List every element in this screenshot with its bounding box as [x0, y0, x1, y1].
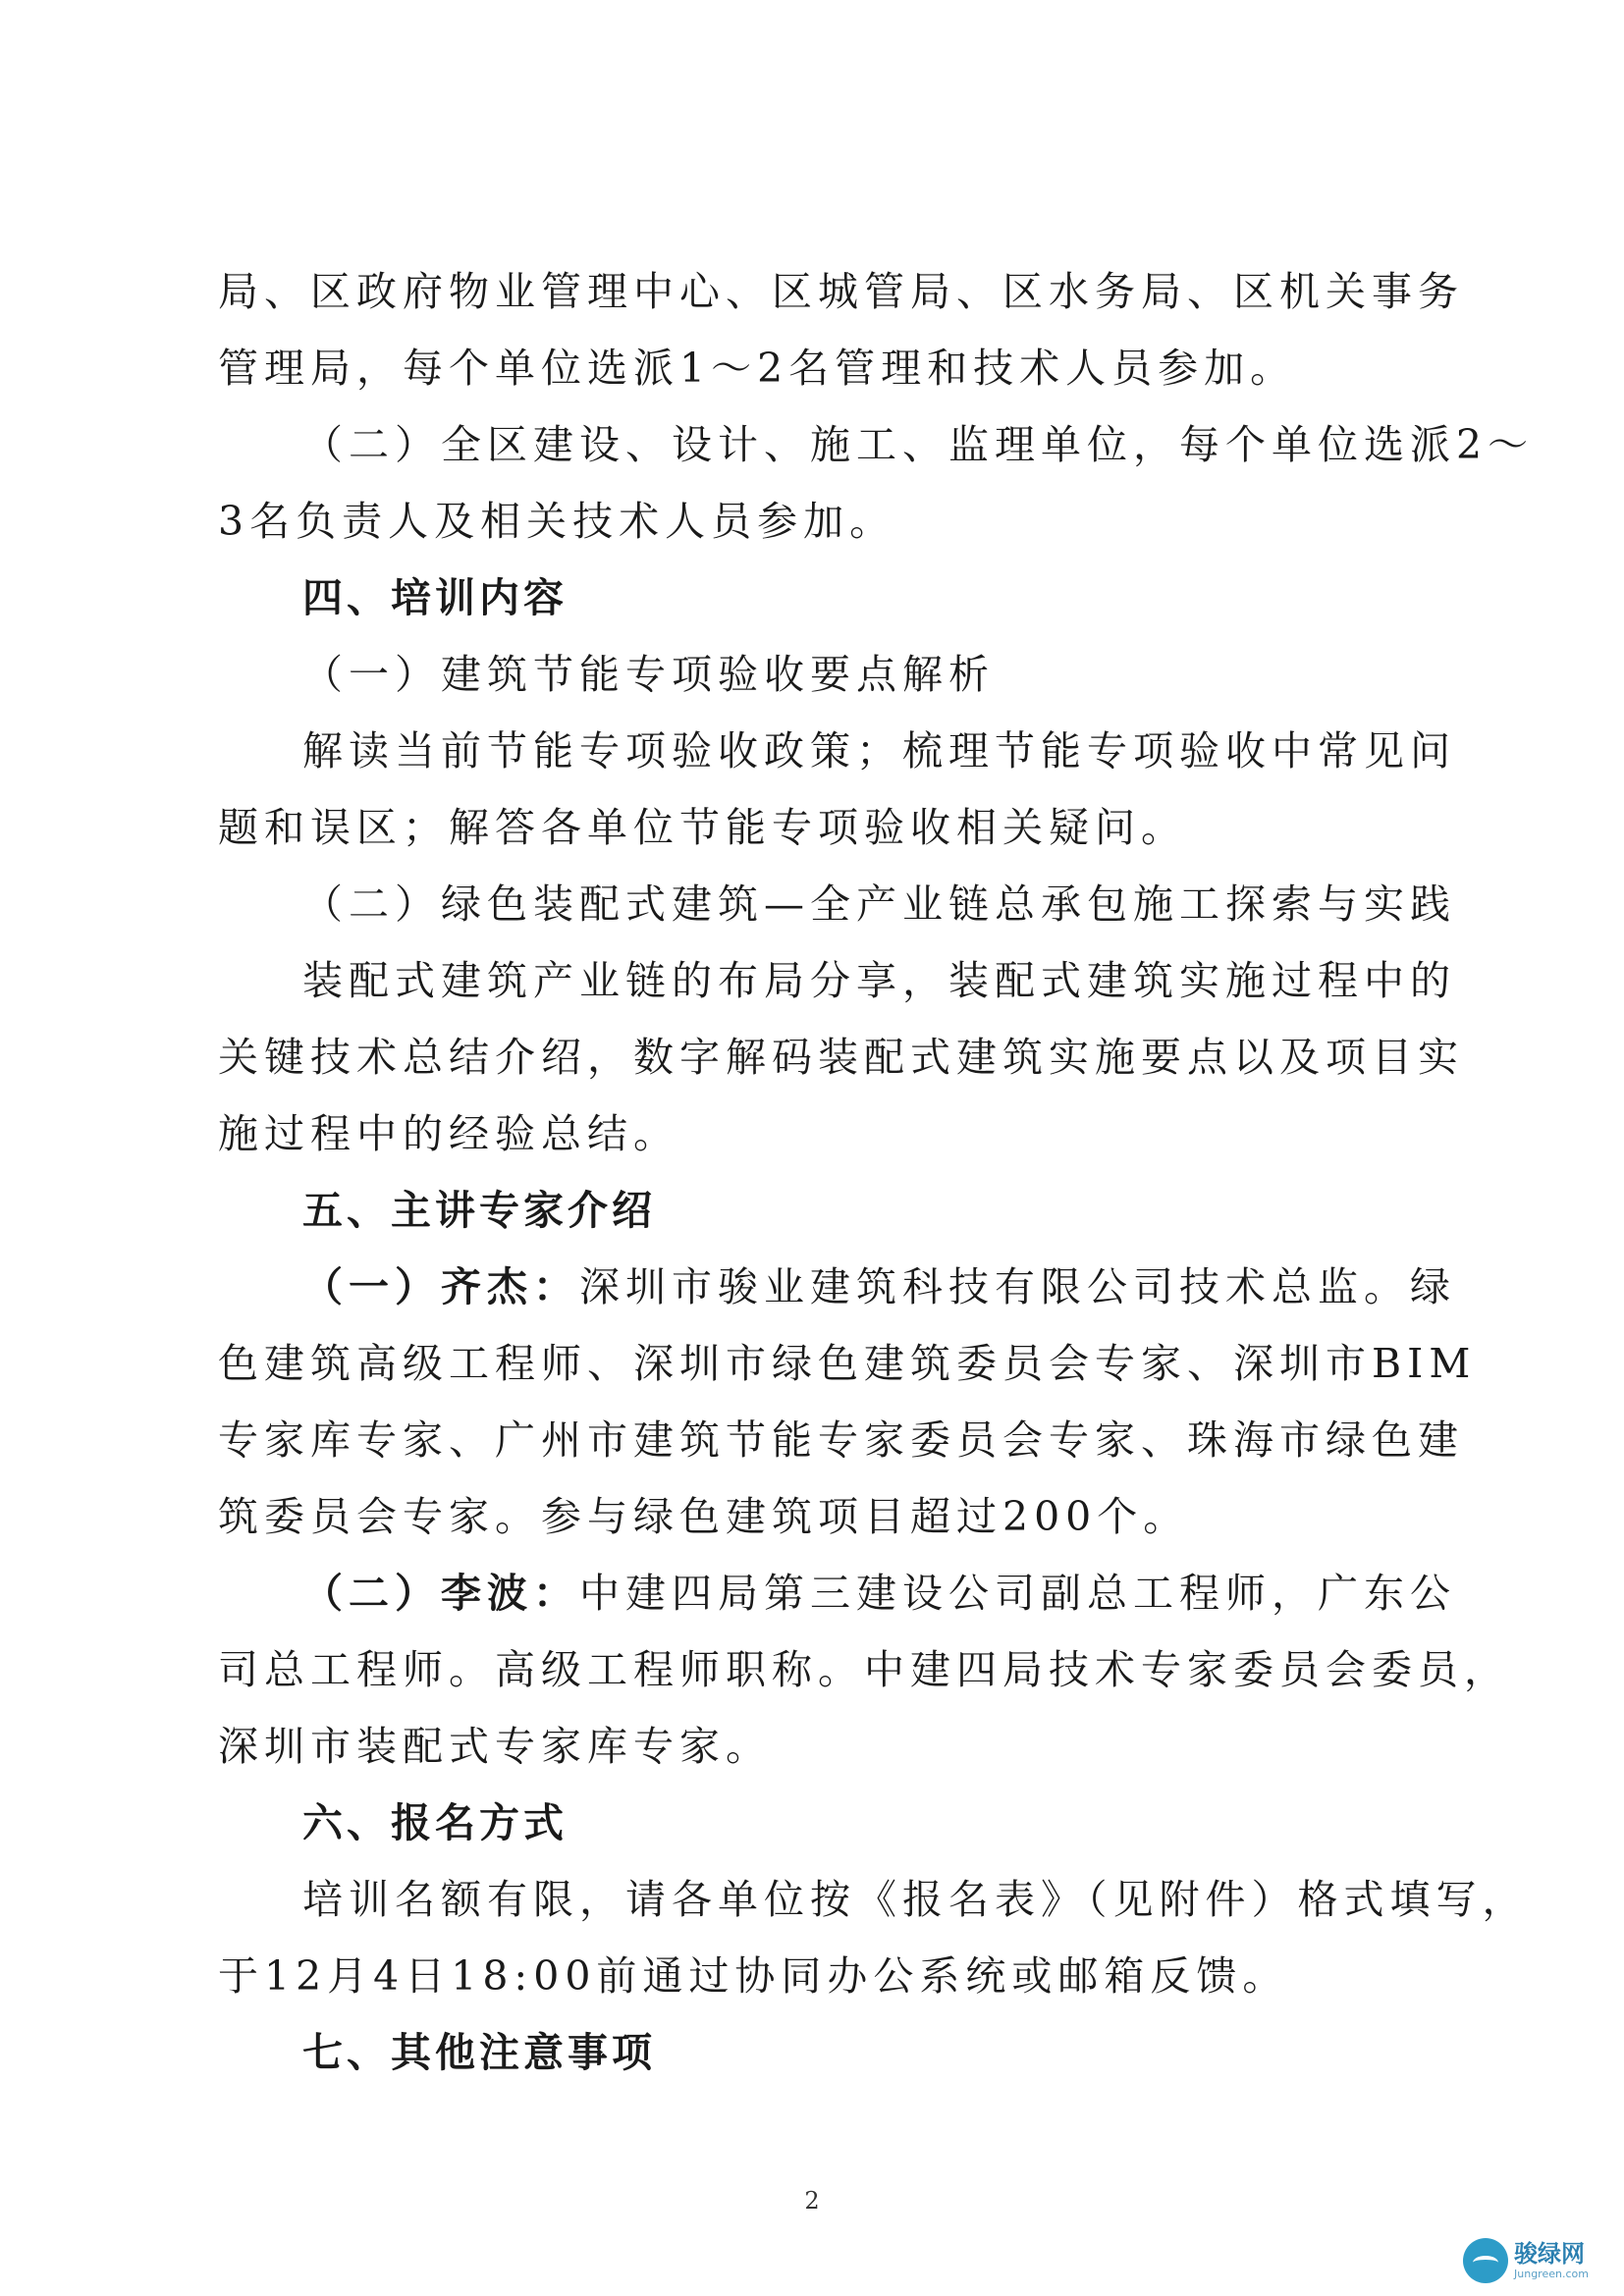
text-content: （二）全区建设、设计、施工、监理单位，每个单位选派2～: [302, 421, 1535, 468]
expert-name: （一）齐杰：: [302, 1263, 579, 1310]
text-line: [218, 1861, 1529, 1938]
text-line: [218, 1019, 1464, 1095]
text-content: 筑委员会专家。参与绿色建筑项目超过200个。: [218, 1493, 1190, 1540]
text-line: [218, 330, 1416, 406]
section-heading: [218, 1172, 1416, 1249]
text-content: （一）建筑节能专项验收要点解析: [302, 651, 995, 698]
section-heading: [218, 1785, 1416, 1861]
text-line: [218, 1325, 1477, 1402]
text-content: （二）绿色装配式建筑—全产业链总承包施工探索与实践: [302, 881, 1456, 928]
text-content: 局、区政府物业管理中心、区城管局、区水务局、区机关事务: [218, 268, 1464, 315]
text-content: 题和误区；解答各单位节能专项验收相关疑问。: [218, 804, 1187, 851]
site-watermark: [1463, 2231, 1610, 2290]
text-line: [218, 942, 1456, 1019]
watermark-title: 骏绿网: [1514, 2240, 1585, 2268]
section-heading: [218, 2014, 1416, 2091]
text-line: [218, 1708, 1416, 1785]
text-line: [218, 866, 1456, 942]
watermark-url: Jungreen.com: [1514, 2268, 1589, 2280]
text-content: 四、培训内容: [302, 574, 568, 621]
jungreen-logo-icon: [1463, 2238, 1508, 2283]
text-content: 管理局，每个单位选派1～2名管理和技术人员参加。: [218, 345, 1297, 392]
text-content: 于12月4日18:00前通过协同办公系统或邮箱反馈。: [218, 1952, 1289, 2000]
text-line: [218, 636, 1416, 713]
text-content: 七、其他注意事项: [302, 2029, 656, 2076]
page-number: 2: [804, 2187, 820, 2215]
text-line: [218, 1938, 1416, 2014]
text-content: 司总工程师。高级工程师职称。中建四局技术专家委员会委员，: [218, 1646, 1510, 1693]
text-line: [218, 1631, 1510, 1708]
text-content: 施过程中的经验总结。: [218, 1110, 679, 1157]
text-line: [218, 713, 1456, 789]
text-content: 培训名额有限，请各单位按《报名表》（见附件）格式填写，: [302, 1876, 1529, 1923]
watermark-text: [1514, 2240, 1589, 2281]
text-content: 色建筑高级工程师、深圳市绿色建筑委员会专家、深圳市BIM: [218, 1340, 1477, 1387]
expert-name: （二）李波：: [302, 1570, 579, 1617]
text-line: [218, 1095, 1416, 1172]
document-body: [218, 253, 1535, 2091]
text-line: [218, 1402, 1464, 1478]
text-content: 解读当前节能专项验收政策；梳理节能专项验收中常见问: [302, 727, 1456, 774]
text-content: 六、报名方式: [302, 1799, 568, 1846]
text-line: [218, 1249, 1456, 1325]
text-line: [218, 483, 1416, 560]
text-content: 中建四局第三建设公司副总工程师，广东公: [579, 1570, 1456, 1617]
text-content: 五、主讲专家介绍: [302, 1187, 656, 1234]
text-content: 深圳市装配式专家库专家。: [218, 1723, 772, 1770]
text-content: 关键技术总结介绍，数字解码装配式建筑实施要点以及项目实: [218, 1034, 1464, 1081]
section-heading: [218, 560, 1416, 636]
text-content: 3名负责人及相关技术人员参加。: [218, 498, 896, 545]
text-content: 深圳市骏业建筑科技有限公司技术总监。绿: [579, 1263, 1456, 1310]
text-content: 装配式建筑产业链的布局分享，装配式建筑实施过程中的: [302, 957, 1456, 1004]
text-content: 专家库专家、广州市建筑节能专家委员会专家、珠海市绿色建: [218, 1416, 1464, 1464]
text-line: [218, 406, 1535, 483]
text-line: [218, 253, 1464, 330]
text-line: [218, 789, 1416, 866]
text-line: [218, 1555, 1456, 1631]
text-line: [218, 1478, 1416, 1555]
